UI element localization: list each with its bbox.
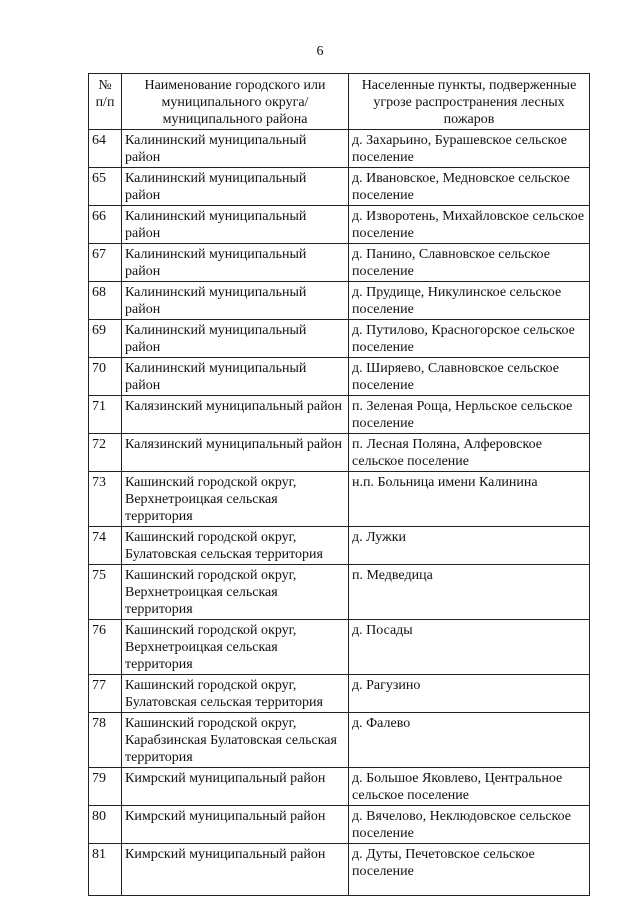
table-row: [89, 396, 590, 434]
table-row: [89, 675, 590, 713]
row-num: 74: [89, 527, 122, 565]
table-row: [89, 565, 590, 620]
row-district: Калязинский муниципальный район: [122, 396, 349, 434]
table-row: [89, 806, 590, 844]
row-num: 77: [89, 675, 122, 713]
row-num: 68: [89, 282, 122, 320]
row-district: Кашинский городской округ, Верхнетроицкая сельская территория: [122, 620, 349, 675]
row-settlements: д. Панино, Славновское сельское поселение: [349, 244, 590, 282]
row-district: Калининский муниципальный район: [122, 358, 349, 396]
row-num: 79: [89, 768, 122, 806]
table-row: [89, 768, 590, 806]
row-num: 73: [89, 472, 122, 527]
row-num: 80: [89, 806, 122, 844]
row-district: Кашинский городской округ, Верхнетроицкая сельская территория: [122, 472, 349, 527]
row-district: Кашинский городской округ, Карабзинская Булатовская сельская территория: [122, 713, 349, 768]
row-district: Кашинский городской округ, Верхнетроицкая сельская территория: [122, 565, 349, 620]
table-row: [89, 244, 590, 282]
row-num: 65: [89, 168, 122, 206]
table-row: [89, 358, 590, 396]
table-row: [89, 320, 590, 358]
row-settlements: д. Ширяево, Славновское сельское поселение: [349, 358, 590, 396]
table-header-row: [89, 74, 590, 130]
header-settlements: Населенные пункты, подверженные угрозе распространения лесных пожаров: [349, 74, 590, 130]
row-num: 67: [89, 244, 122, 282]
row-district: Кимрский муниципальный район: [122, 844, 349, 896]
row-district: Калязинский муниципальный район: [122, 434, 349, 472]
row-settlements: д. Рагузино: [349, 675, 590, 713]
row-num: 71: [89, 396, 122, 434]
table-row: [89, 472, 590, 527]
row-num: 70: [89, 358, 122, 396]
row-settlements: п. Зеленая Роща, Нерльское сельское поселение: [349, 396, 590, 434]
row-district: Калининский муниципальный район: [122, 168, 349, 206]
row-settlements: н.п. Больница имени Калинина: [349, 472, 590, 527]
row-settlements: д. Фалево: [349, 713, 590, 768]
row-settlements: д. Дуты, Печетовское сельское поселение: [349, 844, 590, 896]
row-settlements: п. Лесная Поляна, Алферовское сельское поселение: [349, 434, 590, 472]
row-num: 66: [89, 206, 122, 244]
table-row: [89, 844, 590, 896]
table-row: [89, 713, 590, 768]
row-num: 69: [89, 320, 122, 358]
row-settlements: д. Захарьино, Бурашевское сельское поселение: [349, 130, 590, 168]
table-row: [89, 434, 590, 472]
table-row: [89, 527, 590, 565]
row-district: Кимрский муниципальный район: [122, 806, 349, 844]
row-settlements: д. Изворотень, Михайловское сельское поселение: [349, 206, 590, 244]
row-district: Кимрский муниципальный район: [122, 768, 349, 806]
table-row: [89, 620, 590, 675]
header-district: Наименование городского или муниципального округа/муниципального района: [122, 74, 349, 130]
header-num: № п/п: [89, 74, 122, 130]
row-district: Кашинский городской округ, Булатовская сельская территория: [122, 675, 349, 713]
table-row: [89, 282, 590, 320]
row-settlements: д. Вячелово, Неклюдовское сельское поселение: [349, 806, 590, 844]
row-district: Калининский муниципальный район: [122, 320, 349, 358]
row-settlements: д. Прудище, Никулинское сельское поселение: [349, 282, 590, 320]
row-settlements: д. Большое Яковлево, Центральное сельское поселение: [349, 768, 590, 806]
row-settlements: п. Медведица: [349, 565, 590, 620]
row-settlements: д. Лужки: [349, 527, 590, 565]
row-settlements: д. Путилово, Красногорское сельское поселение: [349, 320, 590, 358]
row-num: 76: [89, 620, 122, 675]
row-num: 78: [89, 713, 122, 768]
settlements-table: [88, 73, 590, 896]
row-district: Калининский муниципальный район: [122, 244, 349, 282]
table-row: [89, 130, 590, 168]
page-number: 6: [316, 44, 324, 59]
row-num: 64: [89, 130, 122, 168]
row-settlements: д. Посады: [349, 620, 590, 675]
row-district: Кашинский городской округ, Булатовская сельская территория: [122, 527, 349, 565]
row-num: 75: [89, 565, 122, 620]
row-district: Калининский муниципальный район: [122, 282, 349, 320]
row-num: 81: [89, 844, 122, 896]
row-num: 72: [89, 434, 122, 472]
row-settlements: д. Ивановское, Медновское сельское поселение: [349, 168, 590, 206]
row-district: Калининский муниципальный район: [122, 206, 349, 244]
table-row: [89, 168, 590, 206]
row-district: Калининский муниципальный район: [122, 130, 349, 168]
table-row: [89, 206, 590, 244]
